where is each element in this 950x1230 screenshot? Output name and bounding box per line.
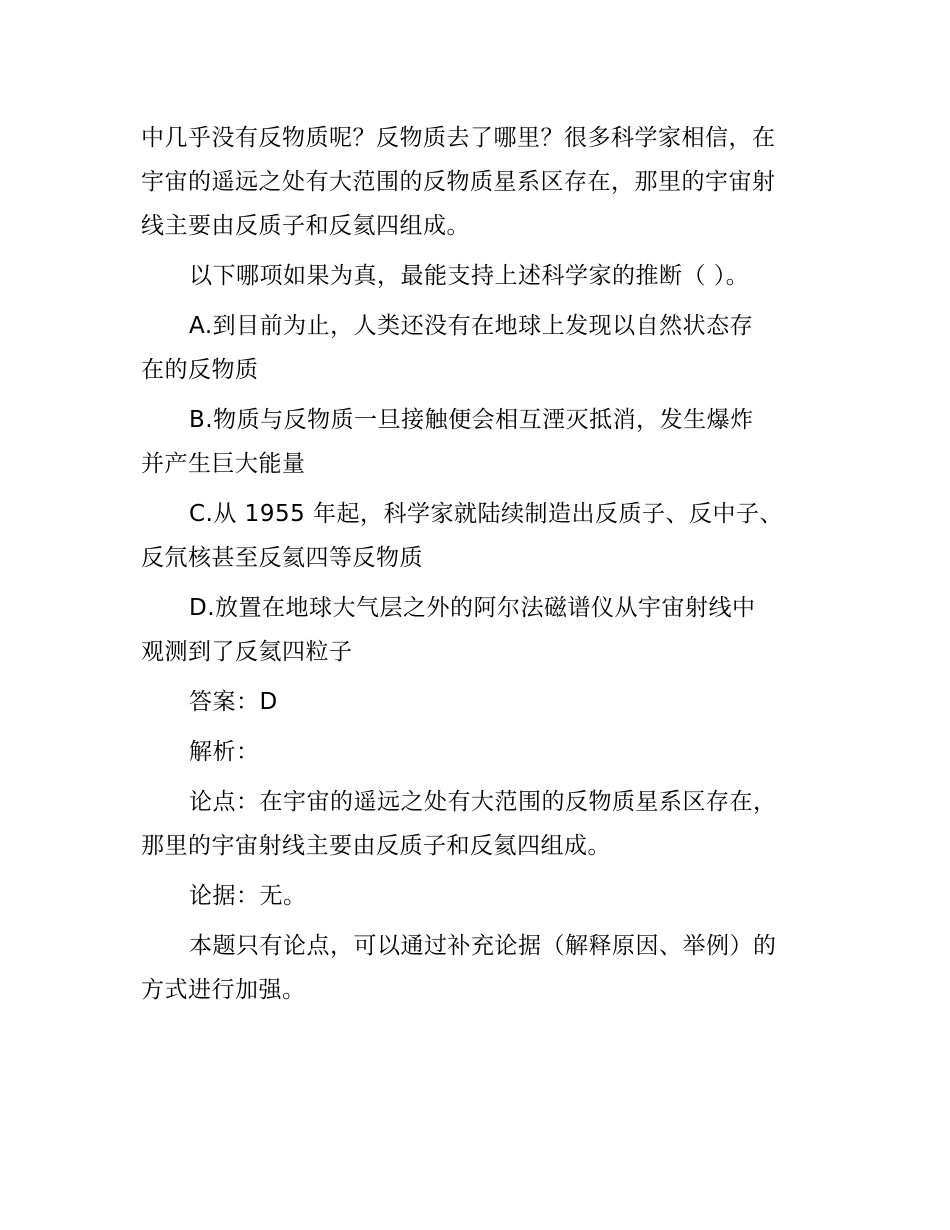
method-line: 方式进行加强。 — [141, 977, 306, 1003]
option-line: 观测到了反氦四粒子 — [141, 639, 353, 665]
option-line: B.物质与反物质一旦接触便会相互湮灭抵消，发生爆炸 — [189, 407, 754, 433]
option-d — [141, 586, 813, 674]
passage-line: 宇宙的遥远之处有大范围的反物质星系区存在，那里的宇宙射 — [141, 169, 776, 195]
method-line: 本题只有论点，可以通过补充论据（解释原因、举例）的 — [189, 933, 777, 959]
passage-paragraph — [141, 116, 813, 248]
option-c — [141, 492, 813, 580]
document-body — [141, 116, 813, 1018]
thesis-line: 论点：在宇宙的遥远之处有大范围的反物质星系区存在， — [189, 789, 777, 815]
option-line: D.放置在地球大气层之外的阿尔法磁谱仪从宇宙射线中 — [189, 595, 756, 621]
option-line: 在的反物质 — [141, 357, 259, 383]
option-line: 并产生巨大能量 — [141, 451, 306, 477]
analysis-evidence: 论据：无。 — [189, 883, 307, 909]
analysis-thesis — [141, 780, 813, 868]
option-line: A.到目前为止，人类还没有在地球上发现以自然状态存 — [189, 313, 754, 339]
option-line: C.从 1955 年起，科学家就陆续制造出反质子、反中子、 — [189, 501, 784, 527]
analysis-method — [141, 924, 813, 1012]
option-line: 反氘核甚至反氦四等反物质 — [141, 545, 423, 571]
answer: 答案：D — [189, 689, 278, 715]
analysis-heading: 解析： — [189, 739, 260, 765]
option-a — [141, 304, 813, 392]
thesis-line: 那里的宇宙射线主要由反质子和反氦四组成。 — [141, 833, 611, 859]
question-stem: 以下哪项如果为真，最能支持上述科学家的推断（ ）。 — [189, 263, 750, 289]
option-b — [141, 398, 813, 486]
passage-line: 中几乎没有反物质呢？反物质去了哪里？很多科学家相信，在 — [141, 125, 776, 151]
passage-line: 线主要由反质子和反氦四组成。 — [141, 213, 470, 239]
